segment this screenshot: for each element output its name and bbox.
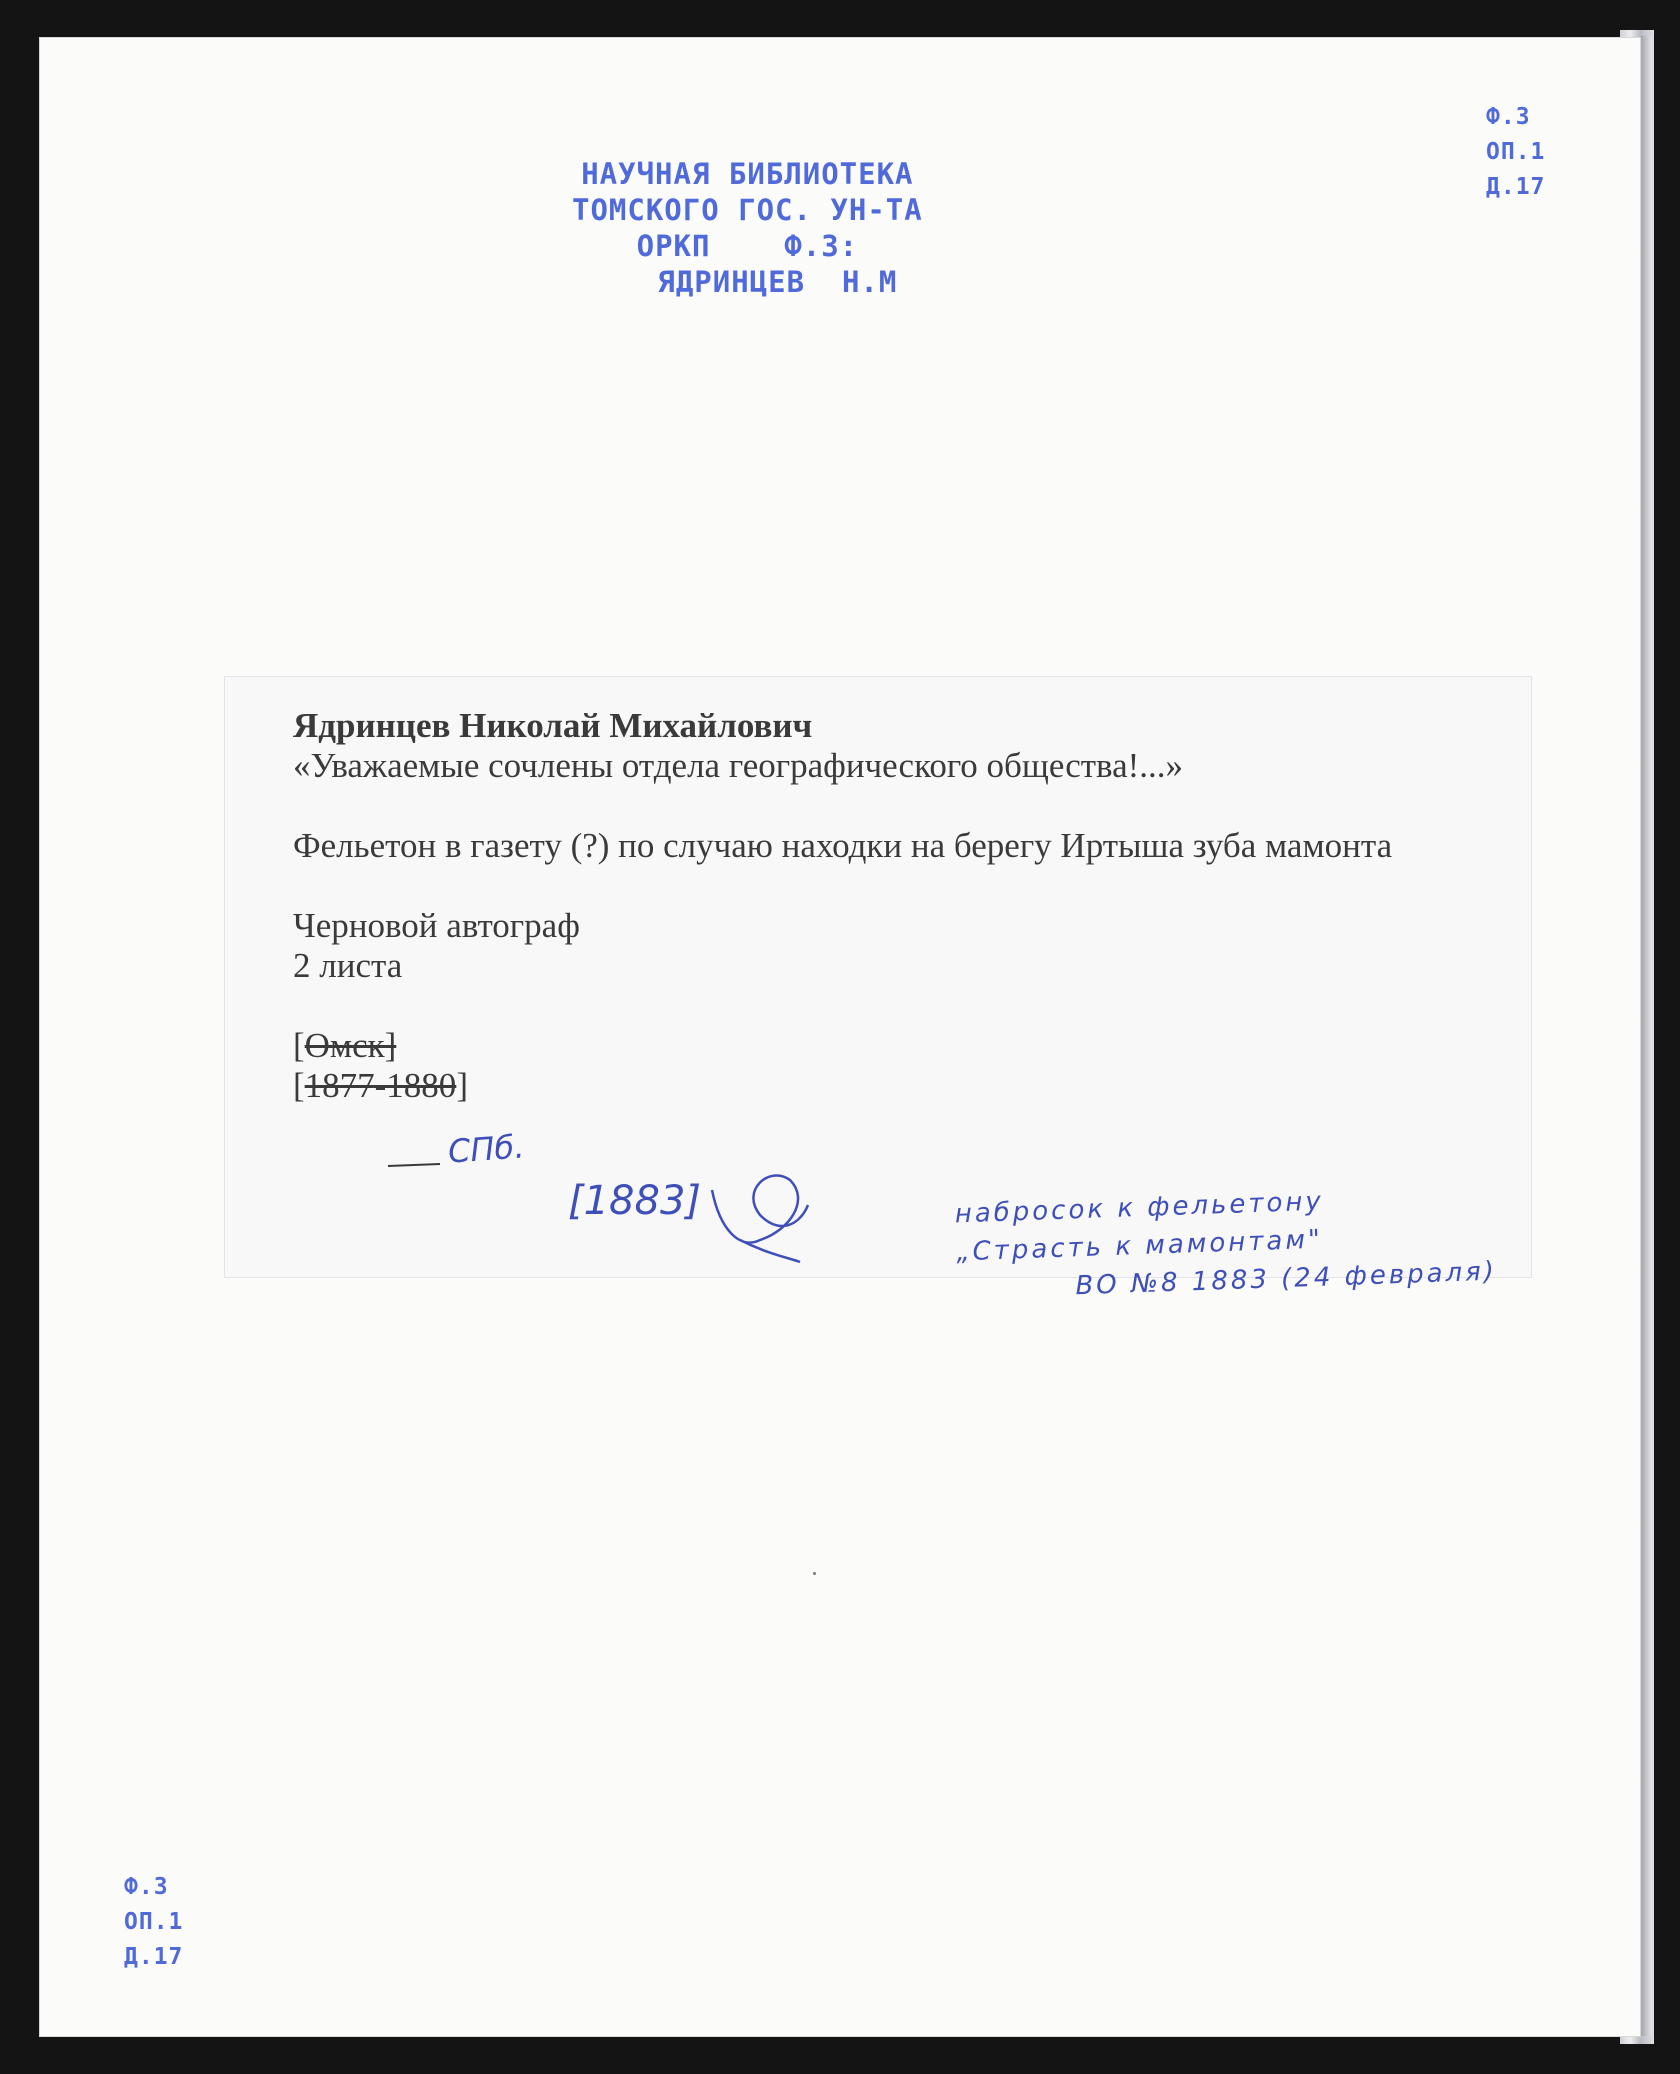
delo-number: Д.17 xyxy=(1486,174,1546,200)
document-description: Фельетон в газету (?) по случаю находки на берегу Иртыша зуба мамонта xyxy=(293,826,1393,865)
fond-number: Ф.3 xyxy=(124,1874,169,1900)
sheet-count: 2 листа xyxy=(293,946,403,985)
document-type: Черновой автограф xyxy=(293,906,580,945)
document-title: «Уважаемые сочлены отдела географического общества!...» xyxy=(293,746,1184,785)
note-line: ВО №8 1883 (24 февраля) xyxy=(1074,1256,1498,1302)
stamp-line: ЯДРИНЦЕВ Н.М xyxy=(657,265,898,299)
signature-mark xyxy=(712,1175,808,1262)
date-bracket-close: ] xyxy=(456,1066,468,1105)
paper-speck xyxy=(813,1572,816,1575)
date-bracket-open: [ xyxy=(293,1066,305,1105)
handwritten-place: СПб. xyxy=(446,1127,526,1171)
author-name: Ядринцев Николай Михайлович xyxy=(293,706,813,745)
fond-number: Ф.3 xyxy=(1486,104,1531,130)
delo-number: Д.17 xyxy=(124,1944,184,1970)
note-line: „Страсть к мамонтам" xyxy=(955,1224,1324,1268)
place-bracket: [ xyxy=(293,1026,305,1065)
opis-number: ОП.1 xyxy=(1486,139,1546,165)
note-line: набросок к фельетону xyxy=(954,1186,1325,1230)
stamp-line: НАУЧНАЯ БИБЛИОТЕКА xyxy=(581,157,914,191)
handwritten-date: [1883] xyxy=(568,1178,702,1224)
date-struck: 1877-1880 xyxy=(304,1066,457,1105)
stamp-line: ТОМСКОГО ГОС. УН-ТА xyxy=(572,193,923,227)
opis-number: ОП.1 xyxy=(124,1909,184,1935)
place-underline xyxy=(388,1164,440,1166)
place-struck: Омск] xyxy=(304,1026,397,1065)
stamp-line: ОРКП Ф.3: xyxy=(636,229,859,263)
